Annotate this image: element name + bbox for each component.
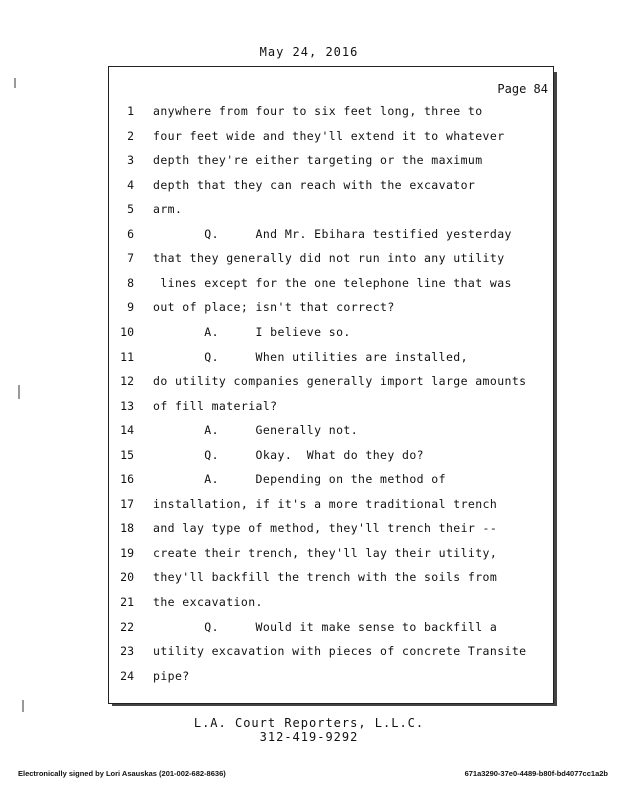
line-text: out of place; isn't that correct? (153, 300, 395, 315)
line-text: depth that they can reach with the excavator (153, 177, 476, 192)
line-number: 15 (120, 447, 134, 462)
line-text: Q. Would it make sense to backfill a (153, 619, 498, 634)
scan-artifact (22, 700, 24, 712)
line-number: 21 (120, 595, 134, 609)
line-text: that they generally did not run into any utility (153, 251, 505, 266)
line-text: A. I believe so. (153, 324, 351, 339)
line-text: arm. (153, 202, 183, 217)
court-reporter-phone: 312-419-9292 (259, 730, 359, 744)
line-number: 1 (127, 104, 134, 118)
deposition-date: May 24, 2016 (259, 45, 359, 59)
frame-shadow-bottom (112, 704, 557, 706)
line-text: utility excavation with pieces of concrete Transite (153, 644, 527, 659)
page-number: Page 84 (497, 82, 548, 96)
line-number: 8 (127, 275, 134, 290)
line-text: lines except for the one telephone line that was (153, 275, 512, 290)
line-text: A. Generally not. (153, 423, 359, 438)
line-number: 23 (120, 644, 134, 659)
line-text: create their trench, they'll lay their utility, (153, 545, 498, 560)
line-text: of fill material? (153, 398, 278, 413)
line-number: 12 (120, 374, 134, 389)
line-number: 5 (127, 202, 134, 217)
line-number: 13 (120, 398, 134, 413)
line-number: 2 (127, 128, 134, 143)
scan-artifact (14, 78, 16, 88)
line-text: A. Depending on the method of (153, 472, 446, 487)
line-number: 14 (120, 423, 134, 438)
line-text: and lay type of method, they'll trench their -- (153, 521, 498, 536)
document-hash: 671a3290-37e0-4489-b80f-bd4077cc1a2b (464, 769, 608, 778)
line-text: Q. Okay. What do they do? (153, 447, 424, 462)
line-number: 18 (120, 521, 134, 536)
line-number: 16 (120, 472, 134, 487)
line-number: 20 (120, 570, 134, 585)
line-text: they'll backfill the trench with the soils from (153, 570, 498, 585)
line-text: Q. When utilities are installed, (153, 349, 468, 364)
scan-artifact (18, 385, 20, 399)
line-number: 6 (127, 226, 134, 241)
electronic-signature-note: Electronically signed by Lori Asauskas (201-002-682-8636) (18, 769, 226, 778)
line-number: 19 (120, 545, 134, 560)
line-number: 11 (120, 349, 134, 364)
line-number: 24 (120, 668, 134, 683)
line-text: Q. And Mr. Ebihara testified yesterday (153, 226, 512, 241)
line-text: the excavation. (153, 595, 263, 609)
line-text: installation, if it's a more traditional trench (153, 496, 498, 511)
line-text: anywhere from four to six feet long, three to (153, 104, 483, 118)
line-text: four feet wide and they'll extend it to whatever (153, 128, 505, 143)
line-number: 4 (127, 177, 134, 192)
line-text: do utility companies generally import large amounts (153, 374, 527, 389)
line-number: 7 (127, 251, 134, 266)
court-reporter-company: L.A. Court Reporters, L.L.C. (193, 716, 425, 730)
line-number: 22 (120, 619, 134, 634)
line-number: 9 (127, 300, 134, 315)
line-text: pipe? (153, 668, 190, 683)
line-number: 10 (120, 324, 134, 339)
line-number: 17 (120, 496, 134, 511)
frame-shadow-right (554, 72, 557, 706)
line-text: depth they're either targeting or the maximum (153, 153, 483, 168)
line-number: 3 (127, 153, 134, 168)
